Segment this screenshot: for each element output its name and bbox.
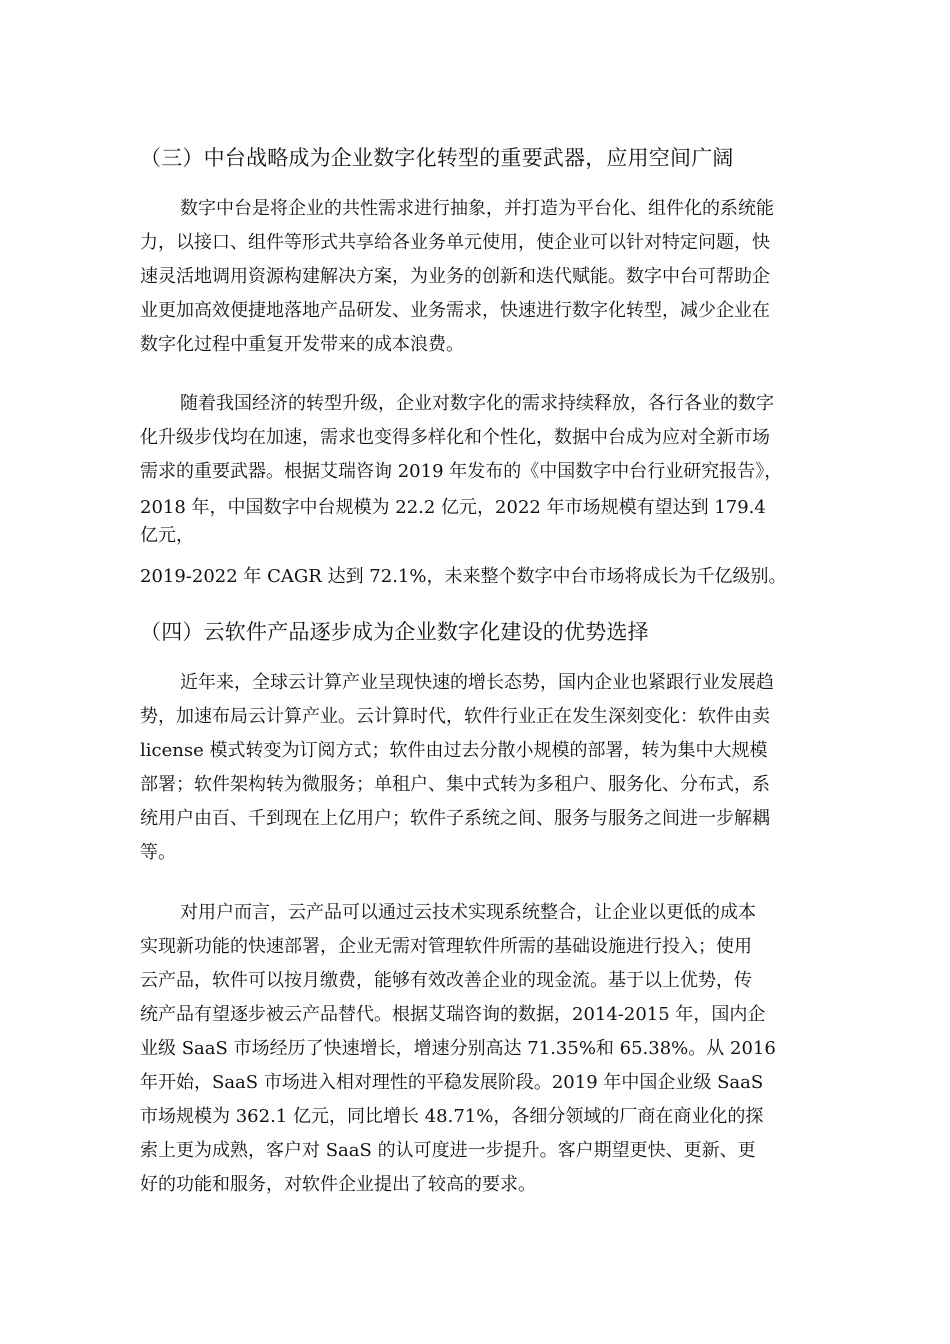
paragraph-line: 亿元，: [140, 525, 194, 546]
paragraph-line: 数字化过程中重复开发带来的成本浪费。: [140, 334, 464, 355]
paragraph-line: 随着我国经济的转型升级，企业对数字化的需求持续释放，各行各业的数字: [180, 393, 774, 414]
paragraph-line: 力，以接口、组件等形式共享给各业务单元使用，使企业可以针对特定问题，快: [140, 232, 770, 253]
paragraph-line: 速灵活地调用资源构建解决方案，为业务的创新和迭代赋能。数字中台可帮助企: [140, 266, 770, 287]
paragraph-line: 市场规模为 362.1 亿元，同比增长 48.71%，各细分领域的厂商在商业化的探: [140, 1106, 764, 1127]
section-4-heading: （四）云软件产品逐步成为企业数字化建设的优势选择: [140, 620, 649, 644]
paragraph-line: 统用户由百、千到现在上亿用户；软件子系统之间、服务与服务之间进一步解耦: [140, 808, 770, 829]
paragraph-line: 2019-2022 年 CAGR 达到 72.1%，未来整个数字中台市场将成长为千亿级别。: [140, 566, 787, 587]
section-3-paragraph-1: [140, 192, 840, 362]
paragraph-line: 近年来，全球云计算产业呈现快速的增长态势，国内企业也紧跟行业发展趋: [180, 672, 774, 693]
paragraph-line: 索上更为成熟，客户对 SaaS 的认可度进一步提升。客户期望更快、更新、更: [140, 1140, 756, 1161]
paragraph-line: 化升级步伐均在加速，需求也变得多样化和个性化，数据中台成为应对全新市场: [140, 427, 770, 448]
paragraph-line: 年开始，SaaS 市场进入相对理性的平稳发展阶段。2019 年中国企业级 SaaS: [140, 1072, 764, 1093]
paragraph-line: 业更加高效便捷地落地产品研发、业务需求，快速进行数字化转型，减少企业在: [140, 300, 770, 321]
paragraph-line: 业级 SaaS 市场经历了快速增长，增速分别高达 71.35%和 65.38%。从 2016: [140, 1038, 776, 1059]
paragraph-line: 好的功能和服务，对软件企业提出了较高的要求。: [140, 1174, 536, 1195]
paragraph-line: 等。: [140, 842, 176, 863]
paragraph-line: 势，加速布局云计算产业。云计算时代，软件行业正在发生深刻变化：软件由卖: [140, 706, 770, 727]
paragraph-line: 统产品有望逐步被云产品替代。根据艾瑞咨询的数据，2014-2015 年，国内企: [140, 1004, 766, 1025]
section-3-heading: （三）中台战略成为企业数字化转型的重要武器，应用空间广阔: [140, 146, 734, 170]
paragraph-line: 对用户而言，云产品可以通过云技术实现系统整合，让企业以更低的成本: [180, 902, 756, 923]
paragraph-line: 部署；软件架构转为微服务；单租户、集中式转为多租户、服务化、分布式，系: [140, 774, 770, 795]
paragraph-line: 云产品，软件可以按月缴费，能够有效改善企业的现金流。基于以上优势，传: [140, 970, 752, 991]
paragraph-line: 需求的重要武器。根据艾瑞咨询 2019 年发布的《中国数字中台行业研究报告》，: [140, 461, 783, 482]
paragraph-line: 数字中台是将企业的共性需求进行抽象，并打造为平台化、组件化的系统能: [180, 198, 774, 219]
paragraph-line: 2018 年，中国数字中台规模为 22.2 亿元，2022 年市场规模有望达到 179.4: [140, 497, 766, 518]
paragraph-line: license 模式转变为订阅方式；软件由过去分散小规模的部署，转为集中大规模: [140, 740, 768, 761]
section-3-paragraph-2: [140, 387, 840, 594]
section-4-paragraph-1: [140, 666, 840, 870]
section-4-paragraph-2: [140, 896, 840, 1202]
paragraph-line: 实现新功能的快速部署，企业无需对管理软件所需的基础设施进行投入；使用: [140, 936, 752, 957]
